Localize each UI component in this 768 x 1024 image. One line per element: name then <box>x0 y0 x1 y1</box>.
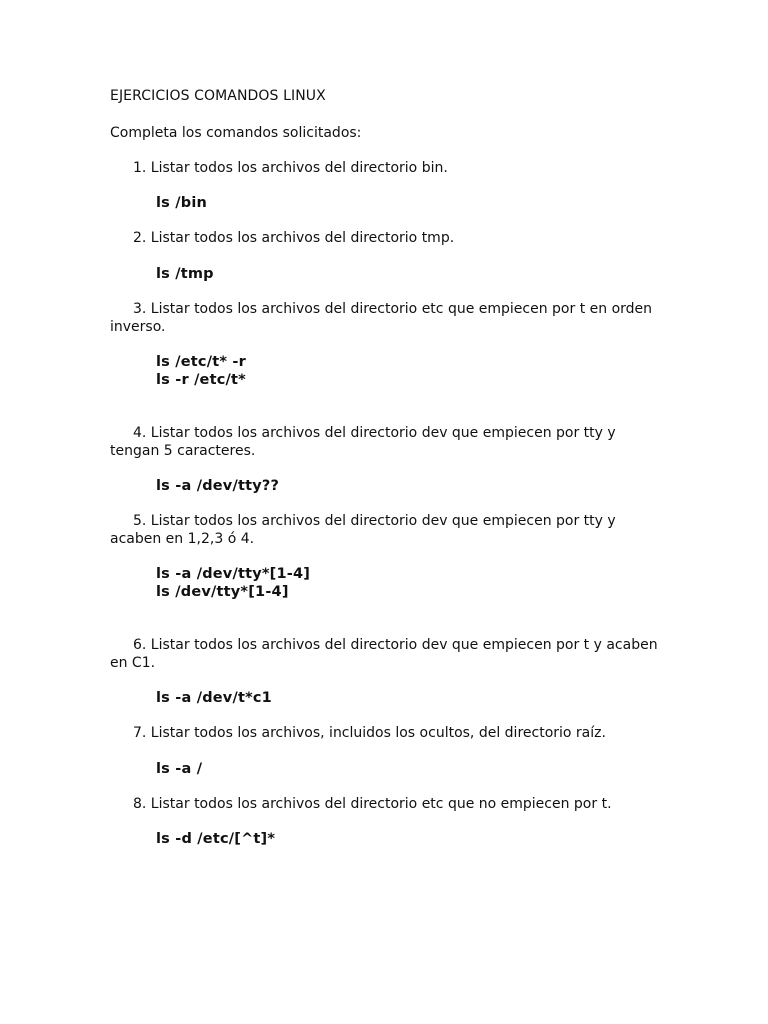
exercise-8-command-1: ls -d /etc/[^t]* <box>156 831 276 847</box>
exercise-2-command-1: ls /tmp <box>156 266 214 282</box>
exercise-3-text-continued: inverso. <box>110 319 166 335</box>
exercise-8-text: 8. Listar todos los archivos del directorio etc que no empiecen por t. <box>133 796 612 812</box>
exercise-3-command-2: ls -r /etc/t* <box>156 372 246 388</box>
exercise-4-text-continued: tengan 5 caracteres. <box>110 443 256 459</box>
exercise-3-command-1: ls /etc/t* -r <box>156 354 246 370</box>
exercise-6-text-continued: en C1. <box>110 655 156 671</box>
exercise-5-text: 5. Listar todos los archivos del directorio dev que empiecen por tty y <box>133 513 616 529</box>
exercise-7-text: 7. Listar todos los archivos, incluidos los ocultos, del directorio raíz. <box>133 725 606 741</box>
exercise-3-text: 3. Listar todos los archivos del directorio etc que empiecen por t en orden <box>133 301 653 317</box>
exercise-1-text: 1. Listar todos los archivos del directorio bin. <box>133 160 448 176</box>
exercise-2-text: 2. Listar todos los archivos del directorio tmp. <box>133 230 455 246</box>
intro-text: Completa los comandos solicitados: <box>110 125 362 141</box>
exercise-4-text: 4. Listar todos los archivos del directorio dev que empiecen por tty y <box>133 425 616 441</box>
exercise-1-command-1: ls /bin <box>156 195 208 211</box>
exercise-5-command-2: ls /dev/tty*[1-4] <box>156 584 289 600</box>
exercise-6-text: 6. Listar todos los archivos del directorio dev que empiecen por t y acaben <box>133 637 658 653</box>
exercise-4-command-1: ls -a /dev/tty?? <box>156 478 280 494</box>
exercise-6-command-1: ls -a /dev/t*c1 <box>156 690 272 706</box>
document-title: EJERCICIOS COMANDOS LINUX <box>110 88 326 104</box>
exercise-7-command-1: ls -a / <box>156 761 203 777</box>
exercise-5-text-continued: acaben en 1,2,3 ó 4. <box>110 531 255 547</box>
exercise-5-command-1: ls -a /dev/tty*[1-4] <box>156 566 311 582</box>
